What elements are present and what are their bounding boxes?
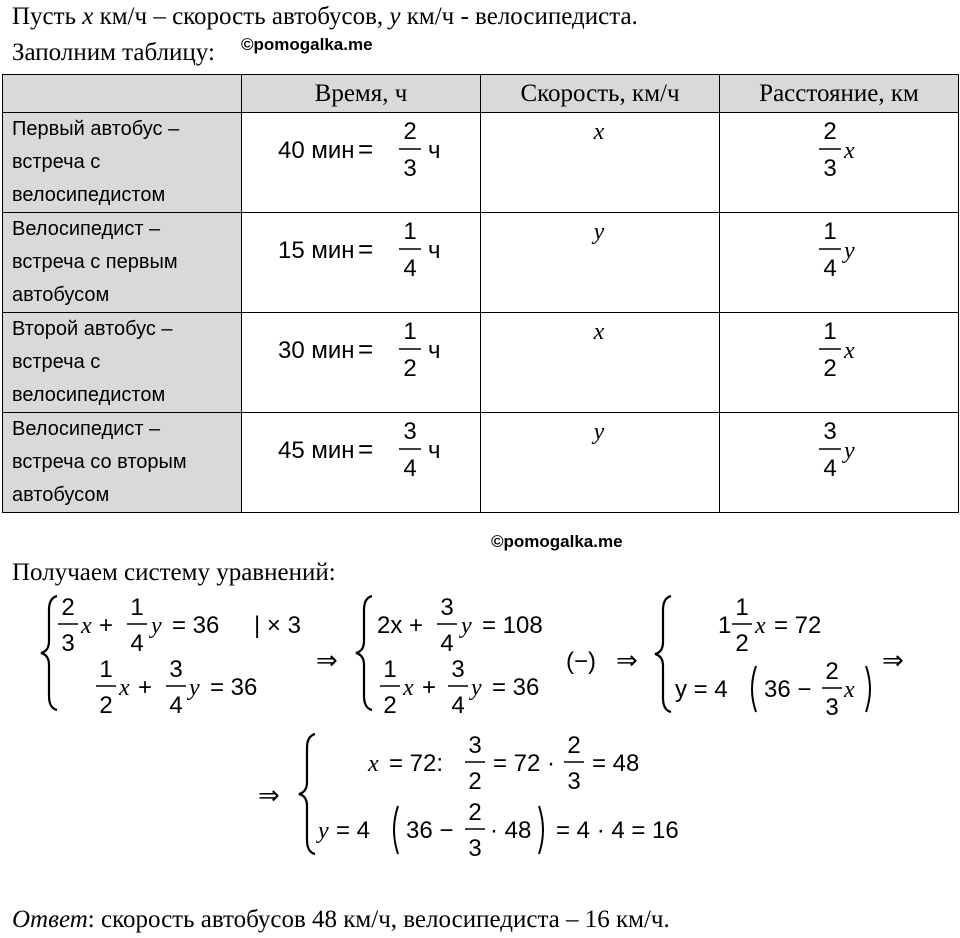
time-minutes: 15 мин <box>278 237 355 264</box>
row-label-line: велосипедистом <box>12 184 166 206</box>
time-minutes: 40 мин <box>278 137 355 164</box>
intro-text: Пусть <box>12 3 83 30</box>
answer-line <box>12 907 670 932</box>
implies-arrow: ⇒ <box>316 645 338 675</box>
table-row <box>3 313 959 413</box>
distance-cell <box>720 413 959 513</box>
header-speed: Скорость, км/ч <box>481 75 720 113</box>
left-paren <box>394 806 398 854</box>
var-y: y <box>151 613 162 639</box>
implies-arrow: ⇒ <box>882 645 904 675</box>
fraction-numerator: 2 <box>468 799 482 826</box>
fraction-numerator: 2 <box>825 658 839 685</box>
equation-rhs: = 36 <box>210 674 258 701</box>
time-unit: ч <box>428 337 441 364</box>
var-x: x <box>403 675 414 701</box>
var-x: x <box>82 3 94 30</box>
equation-lead: 2x + <box>377 612 424 639</box>
fraction-numerator: 1 <box>823 218 837 245</box>
time-minutes: 30 мин <box>278 337 355 364</box>
speed-cell <box>481 413 720 513</box>
fraction-numerator: 3 <box>403 418 417 445</box>
time-minutes: 45 мин <box>278 437 355 464</box>
subtract-op: (−) <box>566 648 596 675</box>
fraction-denominator: 4 <box>823 255 837 282</box>
header-time: Время, ч <box>242 75 481 113</box>
fraction-denominator: 4 <box>169 692 183 719</box>
time-unit: ч <box>428 237 441 264</box>
var-x: x <box>755 613 766 639</box>
fraction-denominator: 3 <box>567 768 581 795</box>
header-distance: Расстояние, км <box>720 75 959 113</box>
implies-arrow: ⇒ <box>616 645 638 675</box>
fraction-denominator: 2 <box>735 630 749 657</box>
fraction-denominator: 3 <box>823 155 837 182</box>
equation-rhs: = 108 <box>482 612 543 639</box>
fraction-numerator: 2 <box>61 594 75 621</box>
row-label-line: Второй автобус – <box>12 318 173 340</box>
plus-sign: + <box>138 674 153 701</box>
plus-sign: + <box>99 612 114 639</box>
answer-label: Ответ <box>12 906 88 933</box>
equation-lhs: y = 4 <box>675 676 728 703</box>
row-label-line: автобусом <box>12 484 110 506</box>
distance-variable: y <box>844 238 855 264</box>
speed-variable: y <box>593 219 605 245</box>
table-header-row <box>3 75 959 113</box>
right-paren <box>866 666 870 712</box>
fraction-denominator: 3 <box>61 630 75 657</box>
inner-expression: 36 − <box>406 817 454 844</box>
var-y: y <box>318 818 329 844</box>
inner-expression: · 48 <box>490 817 532 844</box>
speed-variable: x <box>593 319 605 345</box>
fraction-denominator: 4 <box>403 455 417 482</box>
equation-rhs: = 36 <box>172 612 220 639</box>
equation-rhs: = 4 · 4 = 16 <box>556 817 679 844</box>
equation-rhs: = 36 <box>492 674 540 701</box>
row-label <box>3 213 242 313</box>
equals-sign: = <box>358 234 374 264</box>
fraction-numerator: 2 <box>403 118 417 145</box>
var-x: x <box>844 677 855 703</box>
fraction-denominator: 2 <box>403 355 417 382</box>
var-x: x <box>119 675 130 701</box>
speed-variable: y <box>593 419 605 445</box>
plus-sign: + <box>422 674 437 701</box>
fraction-numerator: 1 <box>823 318 837 345</box>
fraction-denominator: 4 <box>440 630 454 657</box>
var-x: x <box>368 751 379 777</box>
row-label <box>3 113 242 213</box>
speed-cell <box>481 213 720 313</box>
row-label <box>3 313 242 413</box>
fraction-denominator: 4 <box>130 630 144 657</box>
row-label-line: Велосипедист – <box>12 218 161 240</box>
fraction-denominator: 2 <box>99 692 113 719</box>
time-cell <box>242 213 481 313</box>
table-row <box>3 113 959 213</box>
time-cell <box>242 113 481 213</box>
row-label-line: Первый автобус – <box>12 118 180 140</box>
right-paren <box>539 806 543 854</box>
var-y: y <box>461 613 472 639</box>
system-brace <box>356 596 372 710</box>
table-row <box>3 213 959 313</box>
row-label-line: встреча с <box>12 151 101 173</box>
row-label-line: Велосипедист – <box>12 418 161 440</box>
var-y: y <box>189 675 200 701</box>
fraction-denominator: 2 <box>383 692 397 719</box>
equals-sign: = <box>358 334 374 364</box>
fraction-numerator: 1 <box>403 318 417 345</box>
equation-rhs: = 48 <box>592 750 640 777</box>
distance-cell <box>720 113 959 213</box>
distance-cell <box>720 313 959 413</box>
time-unit: ч <box>428 137 441 164</box>
fraction-numerator: 1 <box>735 594 749 621</box>
fraction-denominator: 3 <box>825 694 839 721</box>
row-label-line: встреча со вторым <box>12 451 187 473</box>
equation-systems <box>0 590 960 870</box>
table-row <box>3 413 959 513</box>
fraction-numerator: 1 <box>403 218 417 245</box>
fraction-denominator: 2 <box>468 768 482 795</box>
row-label-line: автобусом <box>12 284 110 306</box>
system-brace <box>41 596 57 710</box>
answer-text: : скорость автобусов 48 км/ч, велосипедиста – 16 км/ч. <box>87 906 670 933</box>
fraction-numerator: 3 <box>823 418 837 445</box>
equation-rhs: = 72 <box>774 612 822 639</box>
fraction-denominator: 3 <box>403 155 417 182</box>
header-empty-cell <box>3 75 242 113</box>
distance-variable: x <box>844 338 855 364</box>
distance-variable: x <box>844 138 855 164</box>
motion-table <box>2 74 959 513</box>
var-x: x <box>81 613 92 639</box>
var-y: y <box>471 675 482 701</box>
equals-sign: = <box>358 434 374 464</box>
fraction-denominator: 4 <box>451 692 465 719</box>
fraction-numerator: 2 <box>567 732 581 759</box>
intro-text: км/ч – скорость автобусов, <box>93 3 390 30</box>
speed-cell <box>481 113 720 213</box>
fraction-numerator: 3 <box>468 732 482 759</box>
fraction-numerator: 1 <box>99 656 113 683</box>
inner-expression: 36 − <box>764 676 812 703</box>
intro-text: км/ч - велосипедиста. <box>400 3 638 30</box>
multiply-note: | × 3 <box>254 612 301 639</box>
fraction-numerator: 3 <box>169 656 183 683</box>
equals-sign: = <box>358 134 374 164</box>
distance-variable: y <box>844 438 855 464</box>
equation-part: = 4 <box>336 817 371 844</box>
fraction-numerator: 3 <box>440 594 454 621</box>
watermark: ©pomogalka.me <box>491 532 623 551</box>
speed-variable: x <box>593 119 605 145</box>
time-cell <box>242 313 481 413</box>
fraction-denominator: 3 <box>468 835 482 862</box>
intro-line-1 <box>12 4 638 29</box>
watermark: ©pomogalka.me <box>241 35 373 54</box>
row-label-line: велосипедистом <box>12 384 166 406</box>
time-cell <box>242 413 481 513</box>
system-brace <box>299 734 315 854</box>
implies-arrow: ⇒ <box>258 780 280 810</box>
left-paren <box>752 666 756 712</box>
fraction-denominator: 2 <box>823 355 837 382</box>
fraction-numerator: 1 <box>130 594 144 621</box>
row-label-line: встреча с <box>12 351 101 373</box>
mixed-whole: 1 <box>718 612 732 639</box>
var-y: y <box>389 3 401 30</box>
equation-part: = 72: <box>389 750 444 777</box>
distance-cell <box>720 213 959 313</box>
fraction-numerator: 1 <box>383 656 397 683</box>
intro-line-2: Заполним таблицу: <box>12 39 215 66</box>
system-brace <box>655 596 671 712</box>
speed-cell <box>481 313 720 413</box>
time-unit: ч <box>428 437 441 464</box>
row-label-line: встреча с первым <box>12 251 178 273</box>
equation-part: = 72 · <box>493 750 556 777</box>
row-label <box>3 413 242 513</box>
fraction-numerator: 3 <box>451 656 465 683</box>
fraction-denominator: 4 <box>823 455 837 482</box>
system-intro: Получаем систему уравнений: <box>12 559 336 586</box>
fraction-numerator: 2 <box>823 118 837 145</box>
fraction-denominator: 4 <box>403 255 417 282</box>
